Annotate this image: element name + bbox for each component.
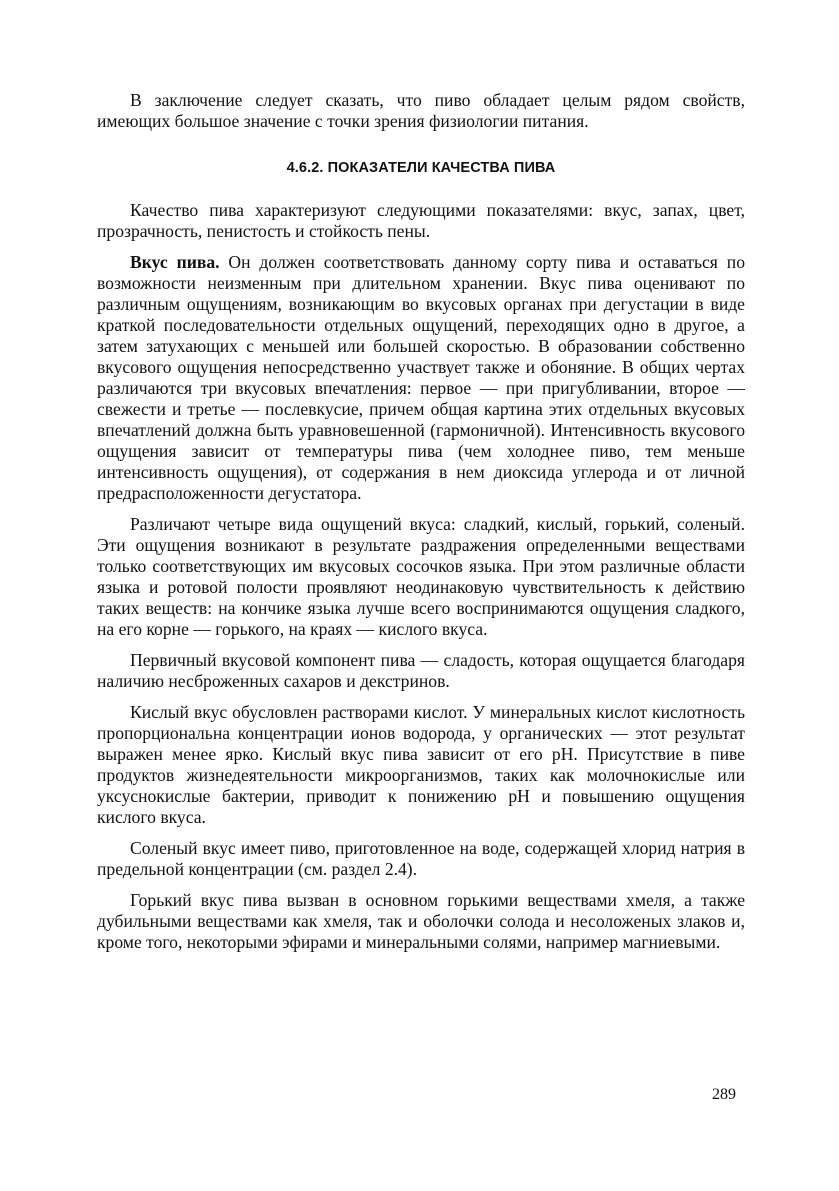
section-heading: 4.6.2. ПОКАЗАТЕЛИ КАЧЕСТВА ПИВА	[286, 160, 556, 176]
page-number: 289	[712, 1086, 736, 1103]
paragraph-beer-taste	[97, 252, 745, 504]
paragraph-taste-types: Различают четыре вида ощущений вкуса: сладкий, кислый, горький, соленый. Эти ощущения возникают в результате раздражения определенными веществами только соответствующих им вкусовых сосочков языка. При этом различные области языка и ротовой полости проявляют неодинаковую чувствительность к действию таких веществ: на кончике языка лучше всего воспринимаются ощущения сладкого, на его корне — горького, на краях — кислого вкуса.	[97, 514, 745, 639]
intro-paragraph: В заключение следует сказать, что пиво обладает целым рядом свойств, имеющих большое значение с точки зрения физиологии питания.	[97, 90, 745, 131]
paragraph-lead-term: Вкус пива.	[130, 252, 220, 272]
paragraph-salty-taste: Соленый вкус имеет пиво, приготовленное на воде, содержащей хлорид натрия в предельной концентрации (см. раздел 2.4).	[97, 838, 745, 879]
page-content	[97, 90, 745, 953]
paragraph-sweetness: Первичный вкусовой компонент пива — сладость, которая ощущается благодаря наличию несброженных сахаров и декстринов.	[97, 650, 745, 691]
paragraph-quality-indicators: Качество пива характеризуют следующими показателями: вкус, запах, цвет, прозрачность, пенистость и стойкость пены.	[97, 200, 745, 241]
paragraph-bitter-taste: Горький вкус пива вызван в основном горькими веществами хмеля, а также дубильными веществами как хмеля, так и оболочки солода и несоложеных злаков и, кроме того, некоторыми эфирами и минеральными солями, например магниевыми.	[97, 890, 745, 952]
paragraph-body: Он должен соответствовать данному сорту пива и оставаться по возможности неизменным при длительном хранении. Вкус пива оценивают по различным ощущениям, возникающим во вкусовых органах при дегустации в виде краткой последовательности отдельных ощущений, переходящих одно в другое, а затем затухающих с меньшей или большей скоростью. В образовании собственно вкусового ощущения непосредственно участвует также и обоняние. В общих чертах различаются три вкусовых впечатления: первое — при пригубливании, второе — свежести и третье — послевкусие, причем общая картина этих отдельных вкусовых впечатлений должна быть уравновешенной (гармоничной). Интенсивность вкусового ощущения зависит от температуры пива (чем холоднее пиво, тем меньше интенсивность ощущения), от содержания в нем диоксида углерода и от личной предрасположенности дегустатора.	[97, 252, 745, 503]
paragraph-sour-taste: Кислый вкус обусловлен растворами кислот. У минеральных кислот кислотность пропорциональна концентрации ионов водорода, у органических — этот результат выражен менее ярко. Кислый вкус пива зависит от его pH. Присутствие в пиве продуктов жизнедеятельности микроорганизмов, таких как молочнокислые или уксуснокислые бактерии, приводит к понижению pH и повышению ощущения кислого вкуса.	[97, 702, 745, 827]
